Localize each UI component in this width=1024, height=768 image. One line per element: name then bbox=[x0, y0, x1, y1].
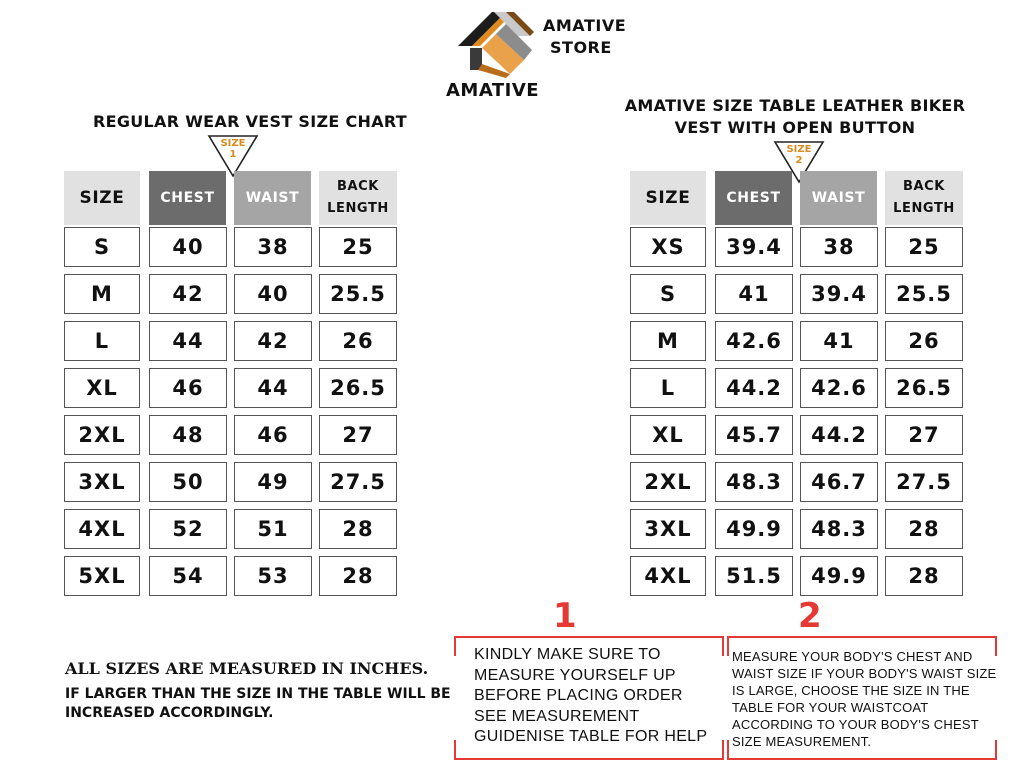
box-border-left-bottom bbox=[727, 740, 729, 760]
waist-cell: 44 bbox=[234, 368, 312, 408]
size-cell: 3XL bbox=[64, 462, 140, 502]
waist-cell: 48.3 bbox=[800, 509, 878, 549]
waist-cell: 38 bbox=[234, 227, 312, 267]
back-length-cell: 26.5 bbox=[319, 368, 397, 408]
header-back-length: BACK LENGTH bbox=[319, 171, 397, 225]
larger-size-note: IF LARGER THAN THE SIZE IN THE TABLE WILL BE INCREASED ACCORDINGLY. bbox=[65, 686, 451, 721]
back-length-cell: 25.5 bbox=[885, 274, 963, 314]
back-length-cell: 27.5 bbox=[885, 462, 963, 502]
back-length-cell: 25.5 bbox=[319, 274, 397, 314]
marker-label: SIZE bbox=[220, 138, 246, 149]
back-length-cell: 28 bbox=[885, 509, 963, 549]
header-size: SIZE bbox=[630, 171, 706, 225]
regular-vest-size-table bbox=[64, 171, 397, 601]
table-row bbox=[630, 321, 963, 361]
waist-cell: 38 bbox=[800, 227, 878, 267]
chest-cell: 42.6 bbox=[715, 321, 793, 361]
table-row bbox=[630, 556, 963, 596]
table-row bbox=[64, 509, 397, 549]
table-row bbox=[64, 227, 397, 267]
instruction-text-2: MEASURE YOUR BODY'S CHEST AND WAIST SIZE IF YOUR BODY'S WAIST SIZE IS LARGE, CHOOSE THE SIZE IN THE TABLE FOR YOUR WAISTCOAT ACCORDING TO YOUR BODY'S CHEST SIZE MEASUREMENT. bbox=[732, 649, 997, 749]
chest-cell: 46 bbox=[149, 368, 227, 408]
waist-cell: 41 bbox=[800, 321, 878, 361]
waist-cell: 39.4 bbox=[800, 274, 878, 314]
store-name-line2: STORE bbox=[550, 38, 612, 57]
chest-cell: 54 bbox=[149, 556, 227, 596]
header-size: SIZE bbox=[64, 171, 140, 225]
box-border-left-top bbox=[454, 636, 456, 656]
size-cell: M bbox=[64, 274, 140, 314]
marker-label: SIZE bbox=[786, 144, 812, 155]
chest-cell: 42 bbox=[149, 274, 227, 314]
chest-cell: 39.4 bbox=[715, 227, 793, 267]
size-cell: 2XL bbox=[64, 415, 140, 455]
box-border-bottom bbox=[727, 758, 997, 760]
size-cell: 5XL bbox=[64, 556, 140, 596]
waist-cell: 49 bbox=[234, 462, 312, 502]
header-waist: WAIST bbox=[800, 171, 877, 225]
size-cell: 4XL bbox=[630, 556, 706, 596]
chest-cell: 45.7 bbox=[715, 415, 793, 455]
waist-cell: 42.6 bbox=[800, 368, 878, 408]
left-chart-title: REGULAR WEAR VEST SIZE CHART bbox=[92, 112, 408, 131]
table-row bbox=[64, 321, 397, 361]
size-cell: M bbox=[630, 321, 706, 361]
waist-cell: 42 bbox=[234, 321, 312, 361]
chest-cell: 48 bbox=[149, 415, 227, 455]
size-cell: S bbox=[630, 274, 706, 314]
right-chart-title: AMATIVE SIZE TABLE LEATHER BIKER VEST WITH OPEN BUTTON bbox=[624, 96, 966, 137]
store-name-line1: AMATIVE bbox=[543, 16, 627, 35]
table-row bbox=[630, 509, 963, 549]
back-length-cell: 26.5 bbox=[885, 368, 963, 408]
box-border-bottom bbox=[454, 758, 724, 760]
table-row bbox=[630, 274, 963, 314]
table-row bbox=[630, 462, 963, 502]
box-border-top bbox=[727, 636, 997, 638]
back-length-cell: 27 bbox=[319, 415, 397, 455]
biker-vest-size-table bbox=[630, 171, 963, 601]
back-length-cell: 25 bbox=[885, 227, 963, 267]
table-row bbox=[64, 368, 397, 408]
chest-cell: 40 bbox=[149, 227, 227, 267]
instruction-box-2 bbox=[727, 636, 997, 760]
size-cell: S bbox=[64, 227, 140, 267]
instruction-number-2: 2 bbox=[798, 596, 822, 636]
size-cell: XL bbox=[64, 368, 140, 408]
chest-cell: 51.5 bbox=[715, 556, 793, 596]
chest-cell: 49.9 bbox=[715, 509, 793, 549]
back-length-cell: 28 bbox=[319, 509, 397, 549]
back-length-cell: 28 bbox=[885, 556, 963, 596]
table-row bbox=[630, 227, 963, 267]
chest-cell: 44 bbox=[149, 321, 227, 361]
size-cell: L bbox=[630, 368, 706, 408]
table-row bbox=[64, 274, 397, 314]
size-cell: XL bbox=[630, 415, 706, 455]
chest-cell: 44.2 bbox=[715, 368, 793, 408]
header-waist: WAIST bbox=[234, 171, 311, 225]
waist-cell: 40 bbox=[234, 274, 312, 314]
size-cell: 4XL bbox=[64, 509, 140, 549]
size-cell: L bbox=[64, 321, 140, 361]
waist-cell: 46 bbox=[234, 415, 312, 455]
waist-cell: 46.7 bbox=[800, 462, 878, 502]
back-length-cell: 26 bbox=[885, 321, 963, 361]
box-border-right-top bbox=[722, 636, 724, 656]
chest-cell: 52 bbox=[149, 509, 227, 549]
waist-cell: 51 bbox=[234, 509, 312, 549]
instruction-box-1 bbox=[454, 636, 724, 760]
back-length-cell: 25 bbox=[319, 227, 397, 267]
back-length-cell: 27.5 bbox=[319, 462, 397, 502]
table-row bbox=[64, 462, 397, 502]
size-cell: 2XL bbox=[630, 462, 706, 502]
table-row bbox=[64, 415, 397, 455]
table-row bbox=[64, 556, 397, 596]
header-chest: CHEST bbox=[149, 171, 226, 225]
table-row bbox=[630, 415, 963, 455]
instruction-number-1: 1 bbox=[553, 596, 577, 636]
waist-cell: 44.2 bbox=[800, 415, 878, 455]
units-note: ALL SIZES ARE MEASURED IN INCHES. bbox=[65, 659, 429, 678]
back-length-cell: 28 bbox=[319, 556, 397, 596]
marker-number: 1 bbox=[229, 149, 237, 160]
instruction-text-1: KINDLY MAKE SURE TO MEASURE YOURSELF UP BEFORE PLACING ORDER SEE MEASUREMENT GUIDENISE TABLE FOR HELP bbox=[474, 646, 708, 745]
size-cell: XS bbox=[630, 227, 706, 267]
box-border-left-top bbox=[727, 636, 729, 656]
waist-cell: 53 bbox=[234, 556, 312, 596]
box-border-right-bottom bbox=[722, 740, 724, 760]
amative-logo-icon bbox=[448, 8, 534, 80]
header-back-length: BACK LENGTH bbox=[885, 171, 963, 225]
back-length-cell: 26 bbox=[319, 321, 397, 361]
marker-number: 2 bbox=[795, 155, 803, 166]
chest-cell: 50 bbox=[149, 462, 227, 502]
box-border-left-bottom bbox=[454, 740, 456, 760]
header-chest: CHEST bbox=[715, 171, 792, 225]
box-border-top bbox=[454, 636, 724, 638]
waist-cell: 49.9 bbox=[800, 556, 878, 596]
chest-cell: 48.3 bbox=[715, 462, 793, 502]
brand-name: AMATIVE bbox=[446, 80, 540, 101]
chest-cell: 41 bbox=[715, 274, 793, 314]
table-row bbox=[630, 368, 963, 408]
size-cell: 3XL bbox=[630, 509, 706, 549]
back-length-cell: 27 bbox=[885, 415, 963, 455]
